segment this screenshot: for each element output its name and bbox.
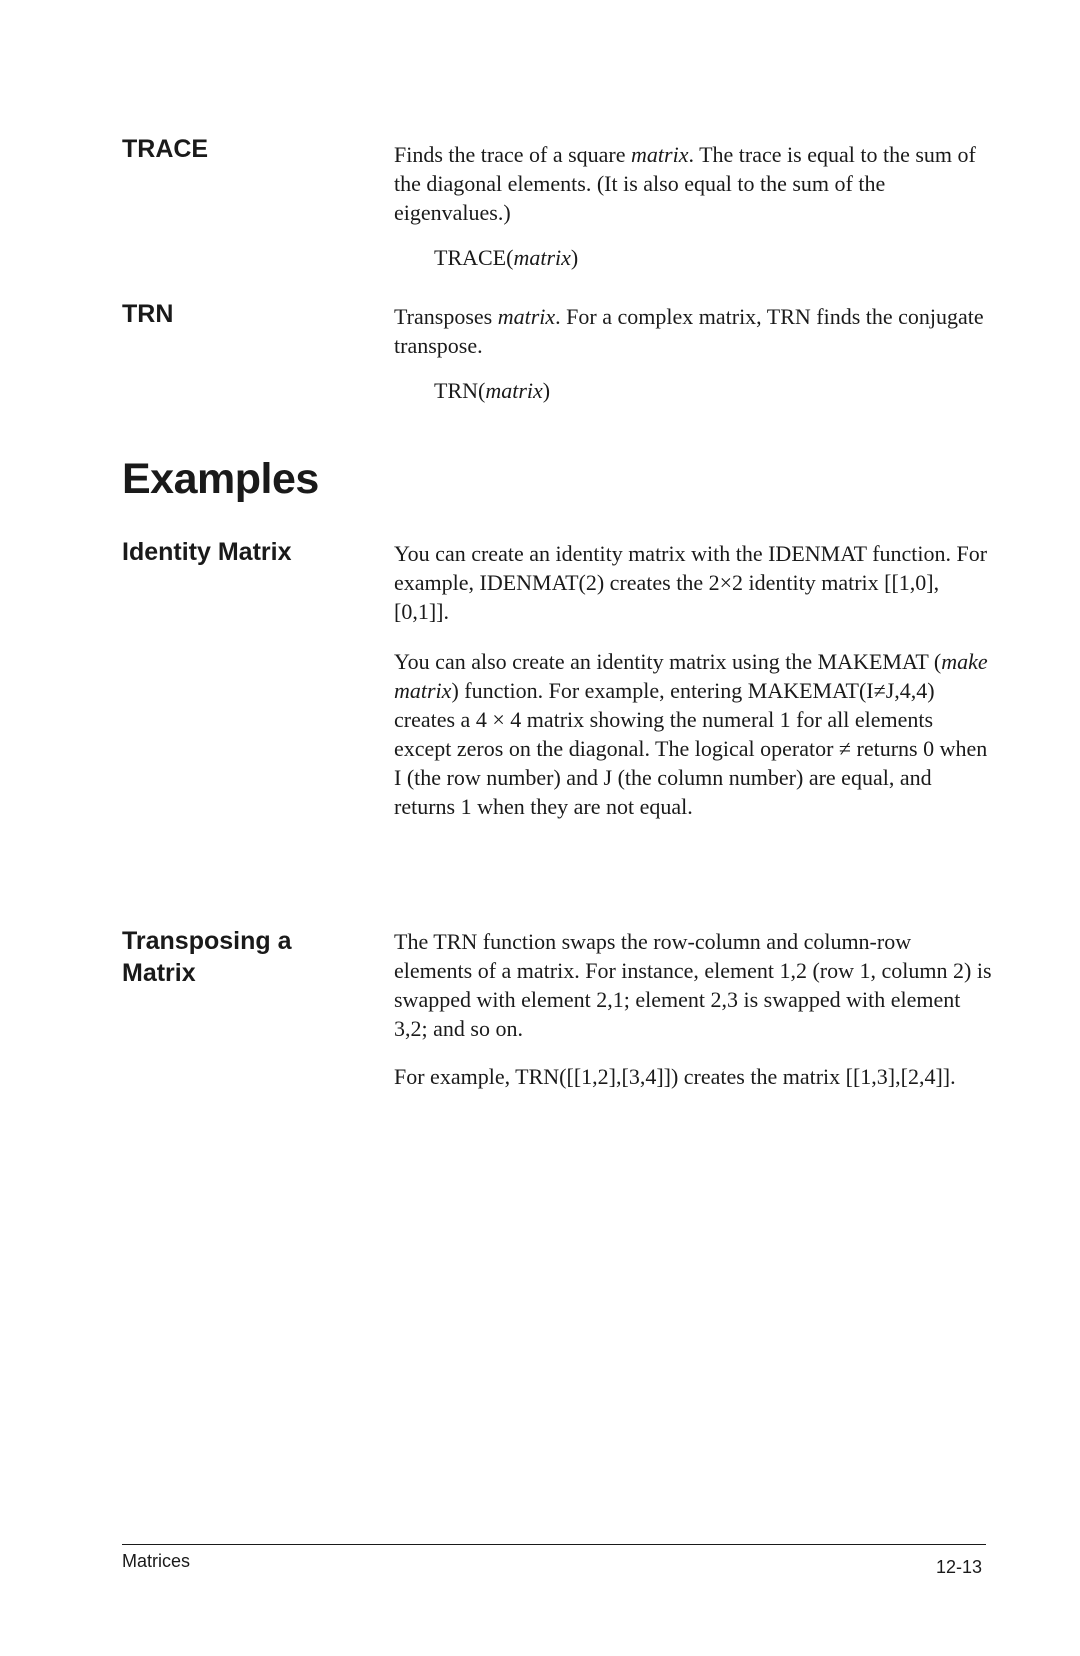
transposing-para-1: The TRN function swaps the row-column and column-row elements of a matrix. For instance, element 1,2 (row 1, column 2) is swapped with element 2,1; element 2,3 is swapped with element 3,2; and so on. xyxy=(394,929,992,1041)
examples-title: Examples xyxy=(122,455,319,503)
footer-page-number: 12-13 xyxy=(936,1557,983,1577)
identity-matrix-para-2: You can also create an identity matrix using the MAKEMAT (make matrix) function. For example, entering MAKEMAT(I≠J,4,4) creates a 4 × 4 matrix showing the numeral 1 for all elements except zeros on the diagonal. The logical operator ≠ returns 0 when I (the row number) and J (the column number) are equal, and returns 1 when they are not equal. xyxy=(394,649,988,819)
footer-rule xyxy=(122,1544,986,1545)
identity-matrix-para-1: You can create an identity matrix with the IDENMAT function. For example, IDENMAT(2) creates the 2×2 identity matrix [[1,0],[0,1]]. xyxy=(394,541,988,624)
transposing-heading: Transposing a Matrix xyxy=(122,927,292,987)
identity-matrix-heading: Identity Matrix xyxy=(122,538,292,566)
transposing-para-2: For example, TRN([[1,2],[3,4]]) creates the matrix [[1,3],[2,4]]. xyxy=(394,1064,956,1089)
trn-syntax: TRN(matrix) xyxy=(434,378,551,403)
footer-chapter: Matrices xyxy=(122,1551,191,1571)
trn-description: Transposes matrix. For a complex matrix, TRN finds the conjugate transpose. xyxy=(394,304,984,358)
trace-description: Finds the trace of a square matrix. The trace is equal to the sum of the diagonal elements. (It is also equal to the sum of the eigenvalues.) xyxy=(394,142,976,225)
trace-heading: TRACE xyxy=(122,135,209,163)
trn-heading: TRN xyxy=(122,300,174,328)
trace-syntax: TRACE(matrix) xyxy=(434,245,579,270)
